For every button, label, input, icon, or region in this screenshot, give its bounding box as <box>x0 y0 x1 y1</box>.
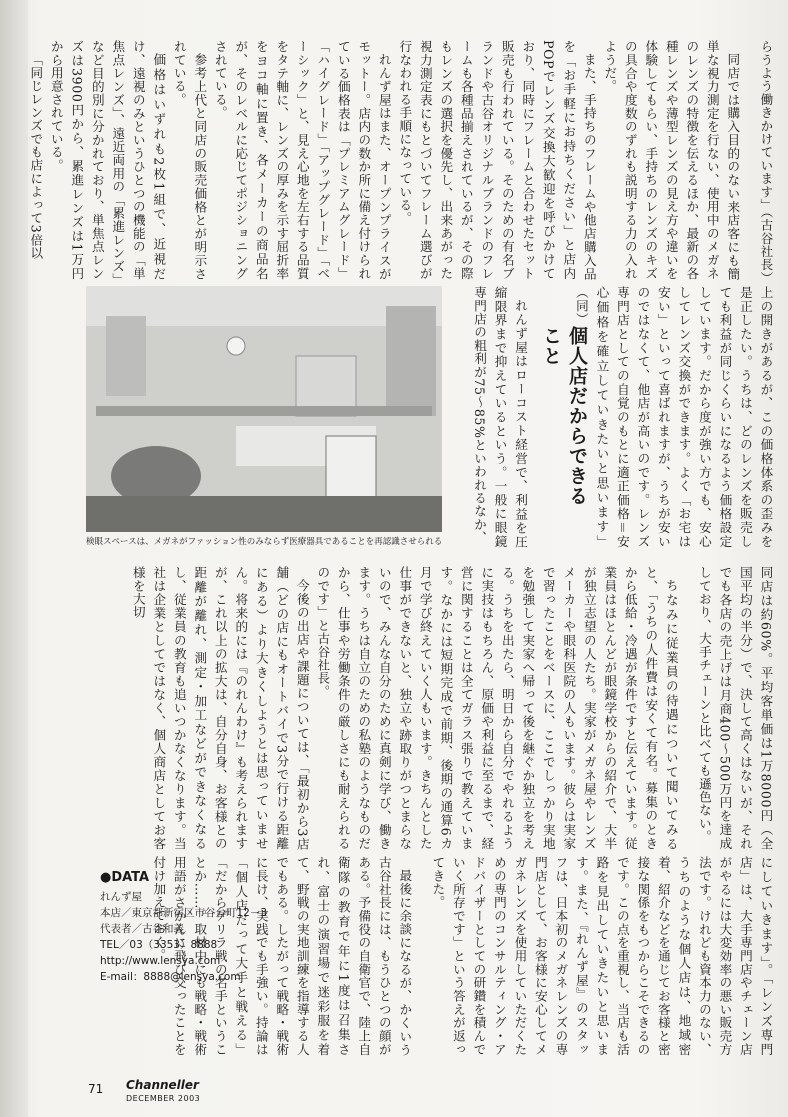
article-column-middle-right <box>573 286 788 548</box>
shop-representative: 代表者／古谷和義 <box>100 923 184 935</box>
shop-interior-photo <box>86 286 442 532</box>
article-paragraph: 最後に余談になるが、かくいう古谷社長には、もうひとつの顔がある。予備役の自衛官で、陸上自衛隊の教育で年に1度は召集され、富士の演習場で迷彩服を着て、野戦の実地訓練を指導する人でもある。したがって戦略・戦術に長け、実践でも手強い。持論は「個人店だって大手と戦える」「だからゲリラ戦の名手ということか……。取材中にも戦略・戦術用語がさかんに飛び交ったことを付け加えておく。 <box>151 856 413 1056</box>
shop-address: 本店／東京都新宿区市谷台町12－3 <box>100 907 268 919</box>
binding-shadow <box>0 0 28 1117</box>
shop-data-box <box>100 870 310 985</box>
article-paragraph: また、手持ちのフレームや他店購入品を「お手軽にお持ちください」と店内POPでレンズ交換大歓迎を呼びかけており、同時にフレームと合わせたセット販売も行われている。そのための有名ブランドや古谷オリジナルブランドのフレームも各種品揃えされているが、その際もレンズの選択を優先し、出来あがった視力測定表にもとづいてフレーム選びが行なわれる手順になっている。 <box>397 40 597 280</box>
article-column-top-right <box>28 40 788 285</box>
photo-caption: 検眼スペースは、メガネがファッション性のみならず医療器具であることを再認識させられる <box>86 537 443 547</box>
article-paragraph: 同店は約60%。平均客単価は1万8000円（全国平均の半分）で、決して高くはないが、それでも各店の売上げは月商400～500万円を達成しており、大手チェーンと比べても遜色ない。 <box>696 566 774 850</box>
article-paragraph: れんず屋はローコスト経営で、利益を圧縮限界まで抑えているという。一般に眼鏡専門店の粗利が75～85%といわれるなか、 <box>472 286 528 548</box>
article-paragraph: 「同じレンズでも店によって3倍以 <box>28 52 44 260</box>
shop-email[interactable]: E-mail：8888@lensya.com <box>100 971 241 983</box>
photo-illustration <box>86 286 442 532</box>
article-paragraph: にしていきます」。「レンズ専門店」は、大手専門店やチェーン店がやるには大変効率の悪い販売方法です。けれども資本力のない、うちのような個人店は、地域密着、紹介などを通じてお客様と密接な関係をもつからこそできるのです。この点を重視し、当店も活路を見出していきたいと思います。また、『れんず屋』のスタッフは、日本初のメガネレンズの専門店として、お客様に安心してメガネレンズを使用していただくための専門のコンサルティング・アドバイザーとしての研鑽を積んでいく所存です」という答えが返ってきた。 <box>430 856 774 1056</box>
shop-name: れんず屋 <box>100 891 142 903</box>
section-heading: 個人店だからできること <box>540 326 588 506</box>
shop-url[interactable]: http://www.lensya.com <box>100 955 221 967</box>
shop-tel: TEL／03（3353）8888 <box>100 939 218 951</box>
article-column-bottom-right <box>100 566 788 850</box>
article-paragraph: ちなみに従業員の待遇について聞いてみると、「うちの人件費は安くて有名。募集のときから低給・冷遇が条件ですと伝えています。従業員はほとんどが眼鏡学校からの紹介で、大半が独立志望の人たち。実家がメガネ屋やレンズメーカーや眼科医院の人もいます。彼らは実家で習ったことをベースに、ここでしっかり実地を勉強して実家へ帰って後を継ぐか独立を考える。うちを出たら、明日から自分でやれるように実技はもちろん、原価や利益に至るまで、経営に関することは全てガラス張りで教えています。なかには短期完成で前期、後期の通算6カ月で学び終えていく人もいます。きちんとした仕事ができないと、独立や跡取りがつとまらないので、みんな自分のために真剣に学び、働きます。うちは自立のための私塾のようなものだから、仕事や労働条件の厳しさにも耐えられるのです」と古谷社長。 <box>315 566 679 850</box>
article-paragraph: 同店では購入目的のない来店客にも簡単な視力測定を行ない、使用中のメガネのレンズの特徴を伝えるほか、最新の各種レンズや薄型レンズの見え方や違いを体験してもらい、手持ちのレンズのキズの具合や度数のずれも説明する力の入れようだ。 <box>602 40 741 280</box>
article-paragraph: れんず屋はまた、オープンプライスがモットー。店内の数か所に備え付けられている価格表は「プレミアムグレード」「ハイグレード」「アップグレード」「ベーシック」と、見え心地を左右する品質をタテ軸に、レンズの厚みを示す屈折率をヨコ軸に置き、各メーカーの商品名が、そのレベルに応じてポジショニングされている。 <box>212 40 392 280</box>
article-paragraph: 価格はいずれも2枚1組で、近視だけ、遠視のみというひとつの機能の「単焦点レンズ」、遠近両用の「累進レンズ」など目的別に分かれており、単焦点レンズは3900円から、累進レンズは1万円から用意されている。 <box>48 40 167 280</box>
article-paragraph: 上の開きがあるが、この価格体系の歪みを是正したい。うちは、どのレンズを販売しても利益が同じくらいになるよう価格設定しています。だから度が強い方でも、安心してレンズ交換ができます。よく「お宅は安い」といって喜ばれますが、うちが安いのではなくて、他店が高いのです。レンズ専門店としての自覚のもとに適正価格＝安心価格を確立していきたいと思います」（同） <box>573 286 774 548</box>
page-number: 71 <box>88 1082 104 1096</box>
article-paragraph: らうよう働きかけています」（古谷社長） <box>758 40 774 285</box>
article-paragraph: 今後の出店や課題については、「最初から3店舗（どの店にもオートバイで3分で行ける距離にある）より大きくしようとは思っていません。将来的には『のれんわけ』も考えられますが、これ以上の拡大は、自分自身、お客様との距離が離れ、測定・加工などができなくなるし、従業員の教育も追いつかなくなります。当社は企業としてではなく、個人商店としてお客様を大切 <box>130 566 310 850</box>
article-paragraph: 参考上代と同店の販売価格とが明示されている。 <box>171 40 208 280</box>
data-title: ●DATA <box>100 870 150 885</box>
issue-date: DECEMBER 2003 <box>126 1094 201 1103</box>
magazine-title: Channeller <box>126 1078 199 1092</box>
article-column-middle-left <box>448 286 530 548</box>
